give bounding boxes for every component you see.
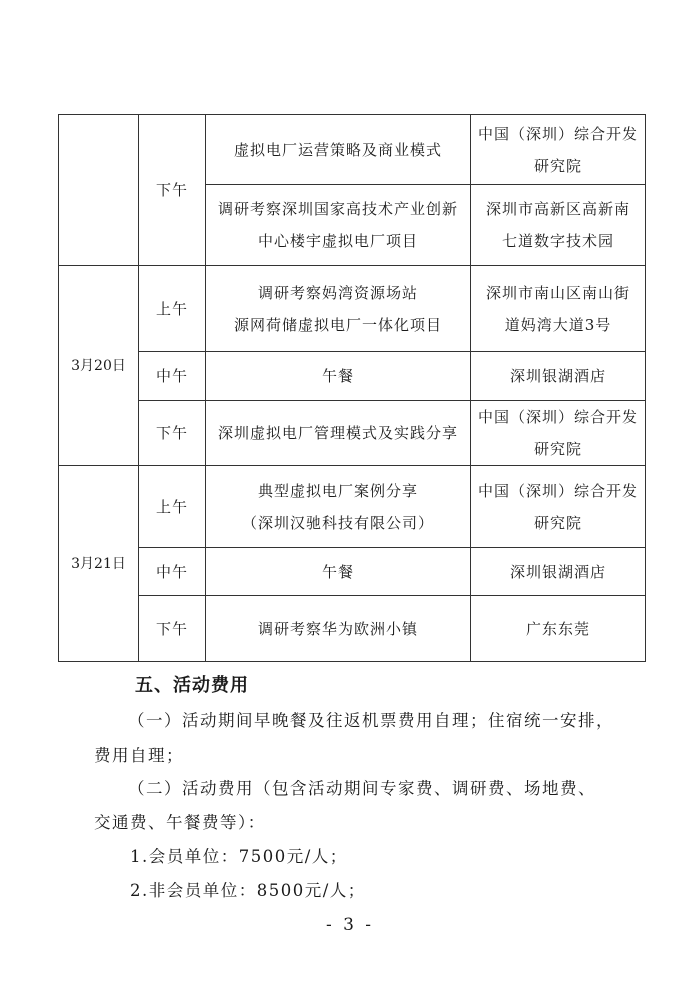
location-line: 广东东莞 [525, 619, 590, 638]
section-heading-fees: 五、活动费用 [135, 675, 249, 696]
location-cell [471, 115, 646, 185]
topic-line: 午餐 [321, 562, 354, 581]
schedule-table [58, 114, 646, 662]
location-cell [471, 266, 646, 352]
location-line: 研究院 [533, 156, 582, 175]
topic-line: 调研考察妈湾资源场站 [257, 283, 418, 302]
topic-line: 调研考察深圳国家高技术产业创新 [217, 200, 458, 218]
period-cell: 中午 [139, 352, 206, 401]
location-cell [471, 548, 646, 596]
fees-paragraph-1-line-1: （一）活动期间早晚餐及往返机票费用自理；住宿统一安排， [128, 711, 614, 730]
topic-line: 深圳虚拟电厂管理模式及实践分享 [217, 424, 458, 442]
topic-cell [206, 352, 471, 401]
period-cell: 下午 [139, 115, 206, 266]
location-line: 七道数字技术园 [501, 232, 614, 250]
fees-paragraph-2-line-2: 交通费、午餐费等）： [94, 813, 266, 832]
table-row [59, 596, 646, 662]
topic-cell [206, 466, 471, 548]
topic-cell [206, 266, 471, 352]
date-cell [59, 115, 139, 266]
period-cell: 上午 [139, 266, 206, 352]
location-cell [471, 185, 646, 266]
table-row [59, 401, 646, 466]
table-row [59, 352, 646, 401]
location-line: 深圳市南山区南山街 [485, 283, 630, 302]
date-cell: 3月21日 [59, 466, 139, 662]
period-cell: 中午 [139, 548, 206, 596]
topic-cell [206, 185, 471, 266]
fees-paragraph-2-line-1: （二）活动费用（包含活动期间专家费、调研费、场地费、 [128, 779, 596, 798]
period-cell: 下午 [139, 596, 206, 662]
topic-line: 源网荷储虚拟电厂一体化项目 [233, 315, 442, 334]
topic-line: （深圳汉驰科技有限公司） [241, 513, 434, 532]
location-line: 中国（深圳）综合开发 [477, 408, 638, 426]
period-cell: 上午 [139, 466, 206, 548]
topic-line: 午餐 [321, 367, 354, 385]
fees-paragraph-1-line-2: 费用自理； [94, 746, 184, 765]
location-line: 研究院 [533, 513, 582, 532]
location-line: 深圳市高新区高新南 [485, 200, 630, 218]
location-cell [471, 352, 646, 401]
location-line: 道妈湾大道3号 [504, 315, 612, 334]
topic-line: 调研考察华为欧洲小镇 [257, 619, 418, 638]
date-cell: 3月20日 [59, 266, 139, 466]
location-line: 中国（深圳）综合开发 [477, 481, 638, 500]
table-row [59, 266, 646, 352]
location-line: 深圳银湖酒店 [509, 562, 606, 581]
topic-cell [206, 401, 471, 466]
location-line: 深圳银湖酒店 [509, 367, 606, 385]
fee-item-member: 1.会员单位：7500元/人； [130, 847, 348, 866]
location-cell [471, 401, 646, 466]
page-number: - 3 - [325, 915, 375, 935]
location-line: 中国（深圳）综合开发 [477, 124, 638, 143]
location-cell [471, 596, 646, 662]
topic-line: 典型虚拟电厂案例分享 [257, 481, 418, 500]
topic-cell [206, 548, 471, 596]
table-row [59, 466, 646, 548]
location-cell [471, 466, 646, 548]
topic-line: 中心楼宇虚拟电厂项目 [257, 232, 418, 250]
fee-item-nonmember: 2.非会员单位：8500元/人； [130, 881, 366, 900]
location-line: 研究院 [533, 440, 582, 458]
topic-cell [206, 115, 471, 185]
table-row [59, 548, 646, 596]
table-row [59, 115, 646, 185]
topic-cell [206, 596, 471, 662]
topic-line: 虚拟电厂运营策略及商业模式 [233, 140, 442, 159]
period-cell: 下午 [139, 401, 206, 466]
